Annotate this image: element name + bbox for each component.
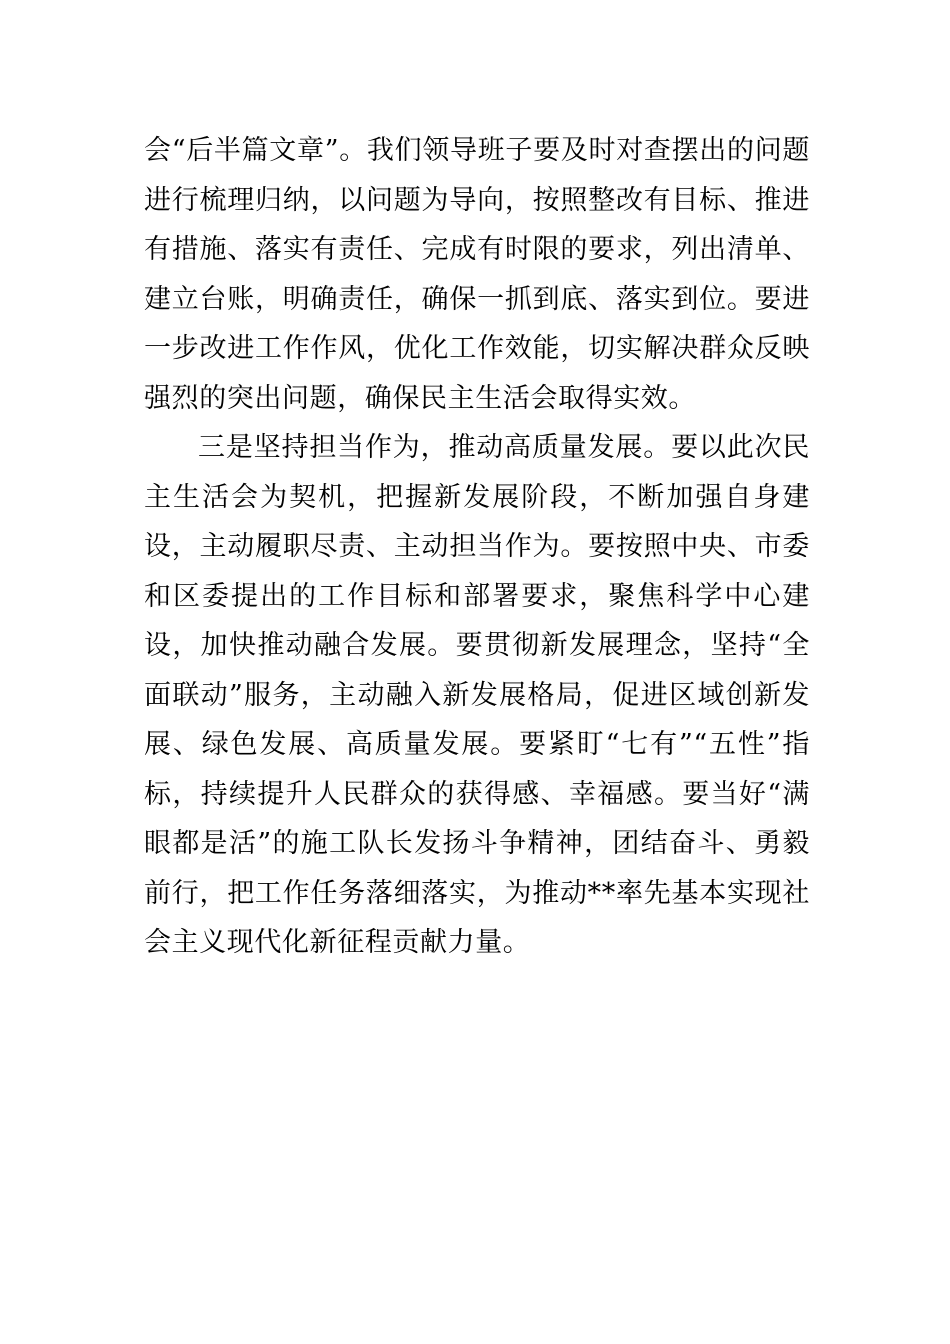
body-text [144,126,810,968]
paragraph-point-three: 三是坚持担当作为，推动高质量发展。要以此次民主生活会为契机，把握新发展阶段，不断加强自身建设，主动履职尽责、主动担当作为。要按照中央、市委和区委提出的工作目标和部署要求，聚焦科学中心建设，加快推动融合发展。要贯彻新发展理念，坚持“全面联动”服务，主动融入新发展格局，促进区域创新发展、绿色发展、高质量发展。要紧盯“七有”“五性”指标，持续提升人民群众的获得感、幸福感。要当好“满眼都是活”的施工队长发扬斗争精神，团结奋斗、勇毅前行，把工作任务落细落实，为推动**率先基本实现社会主义现代化新征程贡献力量。 [144,432,810,958]
paragraph-continuation: 会“后半篇文章”。我们领导班子要及时对查摆出的问题进行梳理归纳，以问题为导向，按照整改有目标、推进有措施、落实有责任、完成有时限的要求，列出清单、建立台账，明确责任，确保一抓到底、落实到位。要进一步改进工作作风，优化工作效能，切实解决群众反映强烈的突出问题，确保民主生活会取得实效。 [144,135,810,414]
